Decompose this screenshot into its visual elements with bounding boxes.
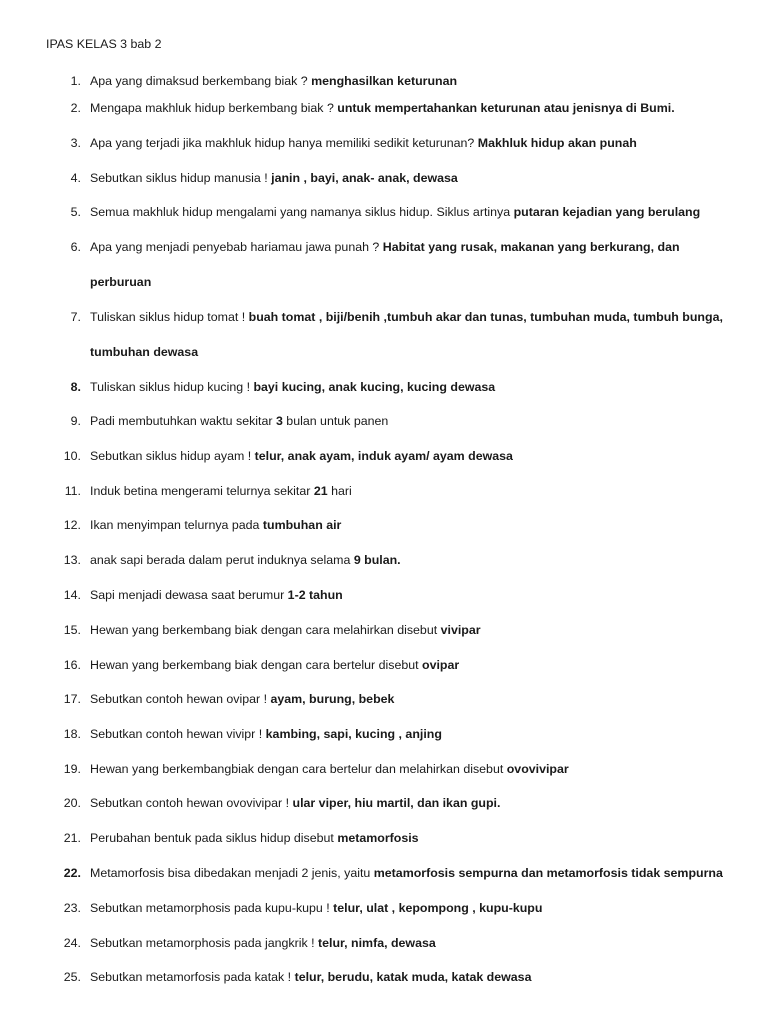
answer-text: telur, nimfa, dewasa: [317, 936, 436, 950]
answer-text: ovovivipar: [506, 762, 569, 776]
answer-text: 9 bulan.: [353, 553, 401, 567]
item-number: 13.: [63, 553, 81, 567]
answer-text: ovipar: [422, 658, 460, 672]
item-number: 20.: [63, 796, 81, 810]
item-number: 6.: [70, 240, 81, 254]
question-text: Apa yang terjadi jika makhluk hidup hanya memiliki sedikit keturunan?: [90, 136, 478, 150]
question-text: Semua makhluk hidup mengalami yang namanya siklus hidup. Siklus artinya: [90, 205, 514, 219]
answer-text: putaran kejadian yang berulang: [513, 205, 701, 219]
question-text: Sebutkan siklus hidup manusia !: [90, 171, 272, 185]
answer-text: metamorfosis: [337, 831, 419, 845]
answer-text: telur, anak ayam, induk ayam/ ayam dewasa: [254, 449, 513, 463]
answer-text: kambing, sapi, kucing , anjing: [265, 727, 442, 741]
answer-text: buah tomat , biji/benih ,tumbuh akar dan tunas, tumbuhan muda, tumbuh bunga,: [248, 310, 723, 324]
answer-text-continued: tumbuhan dewasa: [90, 345, 199, 359]
answer-text: tumbuhan air: [262, 518, 342, 532]
question-text: Padi membutuhkan waktu sekitar: [90, 414, 276, 428]
answer-text: janin , bayi, anak- anak, dewasa: [271, 171, 458, 185]
item-number: 1.: [70, 74, 81, 88]
question-text: Tuliskan siklus hidup tomat !: [90, 310, 249, 324]
answer-text: 3: [275, 414, 283, 428]
question-text: Sapi menjadi dewasa saat berumur: [90, 588, 288, 602]
item-number: 5.: [70, 205, 81, 219]
item-number: 18.: [63, 727, 81, 741]
answer-text: vivipar: [440, 623, 481, 637]
question-text: Metamorfosis bisa dibedakan menjadi 2 jenis, yaitu: [90, 866, 374, 880]
answer-text: Habitat yang rusak, makanan yang berkurang, dan: [382, 240, 680, 254]
item-number: 25.: [63, 970, 81, 984]
item-number: 15.: [63, 623, 81, 637]
question-text: Sebutkan metamorphosis pada jangkrik !: [90, 936, 318, 950]
item-number: 21.: [63, 831, 81, 845]
answer-text: ayam, burung, bebek: [270, 692, 395, 706]
question-text: Sebutkan metamorfosis pada katak !: [90, 970, 295, 984]
item-number: 14.: [63, 588, 81, 602]
item-number: 17.: [63, 692, 81, 706]
item-number: 11.: [64, 484, 81, 498]
item-number: 24.: [63, 936, 81, 950]
question-text: Hewan yang berkembang biak dengan cara melahirkan disebut: [90, 623, 441, 637]
question-text-after: bulan untuk panen: [282, 414, 389, 428]
question-text: Perubahan bentuk pada siklus hidup disebut: [90, 831, 338, 845]
question-text: Apa yang menjadi penyebab hariamau jawa punah ?: [90, 240, 383, 254]
question-text: Hewan yang berkembangbiak dengan cara bertelur dan melahirkan disebut: [90, 762, 507, 776]
item-number: 8.: [70, 380, 81, 394]
item-number: 16.: [63, 658, 81, 672]
item-number: 4.: [70, 171, 81, 185]
item-number: 10.: [63, 449, 81, 463]
answer-text: telur, ulat , kepompong , kupu-kupu: [333, 901, 543, 915]
answer-text: 21: [313, 484, 328, 498]
answer-text: ular viper, hiu martil, dan ikan gupi.: [292, 796, 501, 810]
item-number: 9.: [70, 414, 81, 428]
item-number: 19.: [63, 762, 81, 776]
item-number: 3.: [70, 136, 81, 150]
answer-text: untuk mempertahankan keturunan atau jenisnya di Bumi.: [337, 101, 675, 115]
item-number: 23.: [63, 901, 81, 915]
answer-text: Makhluk hidup akan punah: [477, 136, 637, 150]
question-text: Ikan menyimpan telurnya pada: [90, 518, 263, 532]
question-text: Tuliskan siklus hidup kucing !: [90, 380, 254, 394]
question-text: Induk betina mengerami telurnya sekitar: [90, 484, 314, 498]
question-text: Sebutkan contoh hewan vivipr !: [90, 727, 266, 741]
answer-text: bayi kucing, anak kucing, kucing dewasa: [253, 380, 496, 394]
item-number: 2.: [70, 101, 81, 115]
question-text: anak sapi berada dalam perut induknya selama: [90, 553, 354, 567]
question-text-after: hari: [327, 484, 352, 498]
answer-text-continued: perburuan: [90, 275, 152, 289]
question-text: Sebutkan siklus hidup ayam !: [90, 449, 255, 463]
question-text: Sebutkan metamorphosis pada kupu-kupu !: [90, 901, 334, 915]
item-number: 22.: [63, 866, 81, 880]
question-text: Hewan yang berkembang biak dengan cara bertelur disebut: [90, 658, 423, 672]
item-number: 7.: [70, 310, 81, 324]
question-text: Apa yang dimaksud berkembang biak ?: [90, 74, 312, 88]
question-text: Sebutkan contoh hewan ovipar !: [90, 692, 271, 706]
question-text: Sebutkan contoh hewan ovovivipar !: [90, 796, 293, 810]
document-title: IPAS KELAS 3 bab 2: [46, 37, 162, 51]
answer-text: telur, berudu, katak muda, katak dewasa: [294, 970, 532, 984]
answer-text: 1-2 tahun: [287, 588, 343, 602]
question-text: Mengapa makhluk hidup berkembang biak ?: [90, 101, 338, 115]
answer-text: menghasilkan keturunan: [311, 74, 458, 88]
item-number: 12.: [63, 518, 81, 532]
answer-text: metamorfosis sempurna dan metamorfosis tidak sempurna: [373, 866, 723, 880]
